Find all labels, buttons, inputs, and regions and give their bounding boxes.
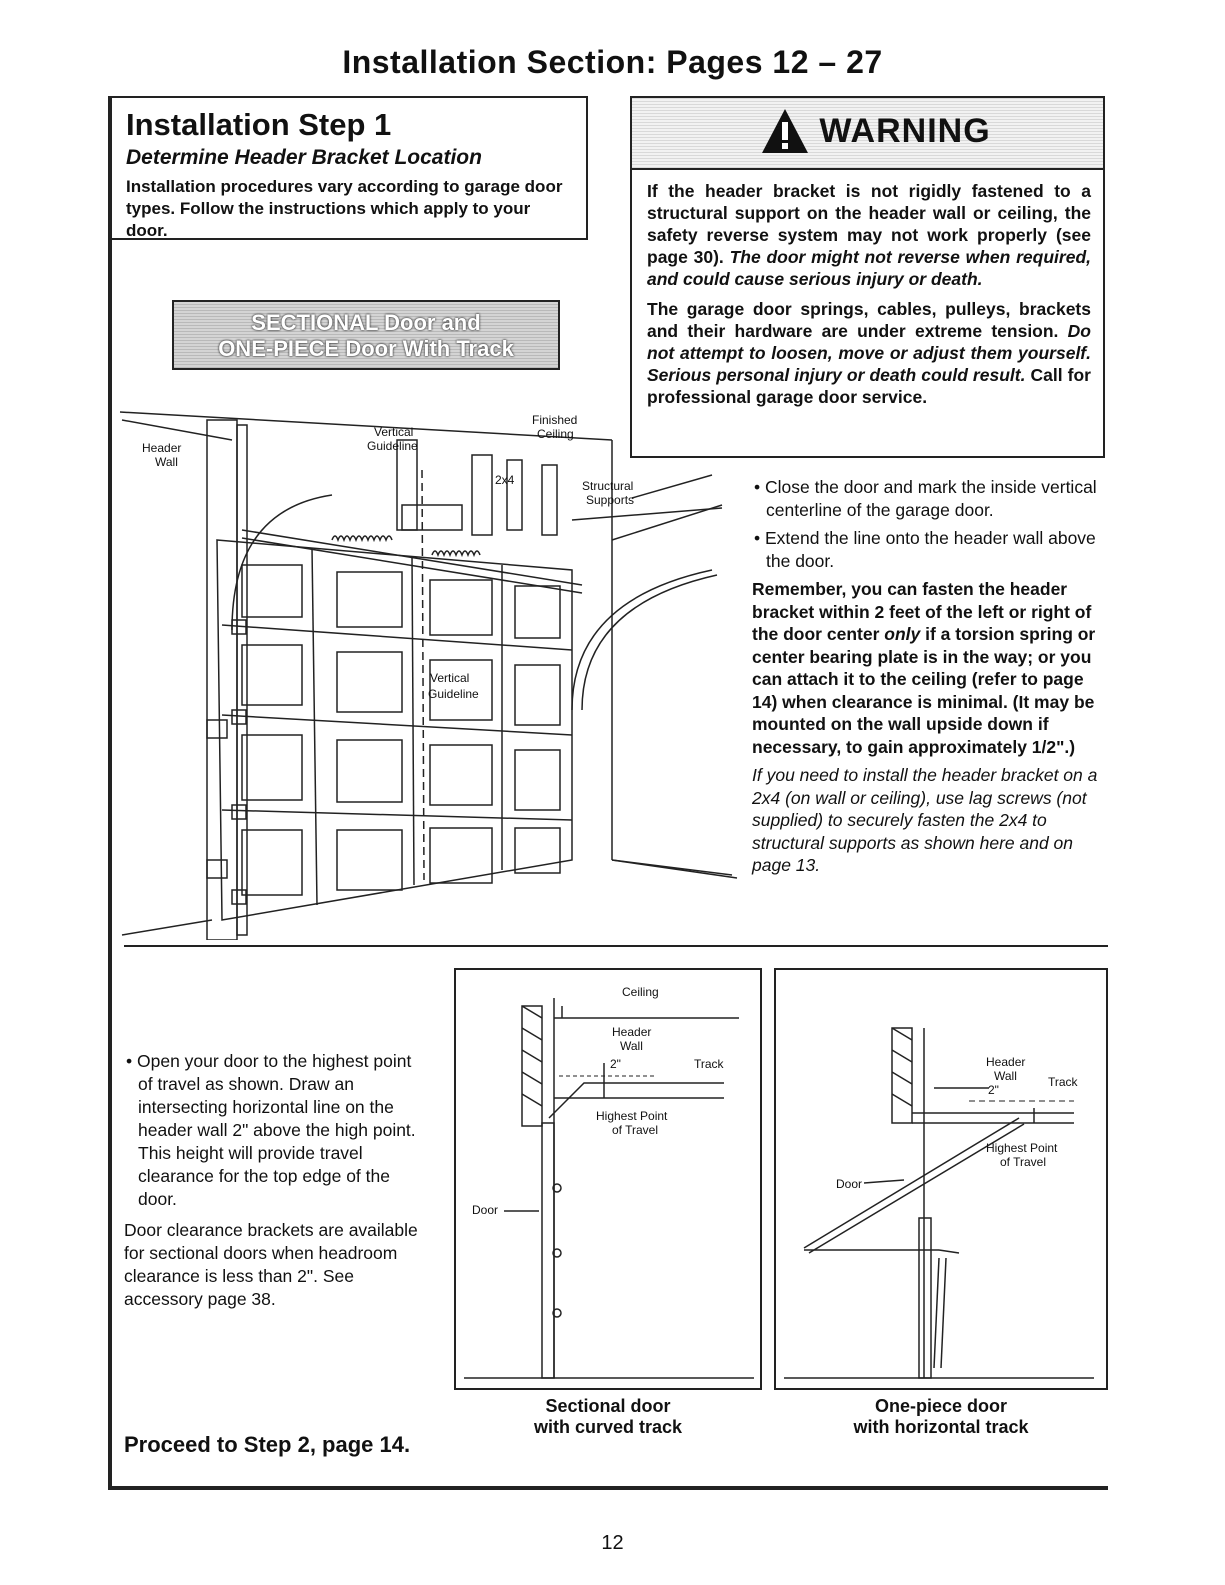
label-finished-ceiling-1: Finished xyxy=(532,413,578,427)
two-by-four-note: If you need to install the header bracket on a 2x4 (on wall or ceiling), use lag screws (not supplied) to securely fasten the 2x4 to structural supports as shown here and on page 13. xyxy=(752,765,1098,875)
label-vertical-guideline-door-2: Guideline xyxy=(428,687,479,701)
instructions-lower-left xyxy=(124,1050,424,1311)
step-subtitle: Determine Header Bracket Location xyxy=(126,146,482,169)
banner-line-1: SECTIONAL Door and xyxy=(251,310,481,335)
warning-header xyxy=(632,98,1103,170)
sectional-label-highest-1: Highest Point xyxy=(596,1109,668,1123)
warning-p2-end: Call for professional garage door service. xyxy=(647,365,1091,407)
open-door-bullet: • Open your door to the highest point of travel as shown. Draw an intersecting horizontal line on the header wall 2" above the high point. This height will provide travel clearance for the top edge of the door. xyxy=(126,1051,416,1209)
section-title: Installation Section: Pages 12 – 27 xyxy=(342,44,883,80)
step-intro: Installation procedures vary according to garage door types. Follow the instructions which apply to your door. xyxy=(126,177,563,240)
remember-b: if a torsion spring or center bearing plate is in the way; or you can attach it to the ceiling (refer to page 14) when clearance is minimal. (It may be mounted on the wall upside down if necessary, to gain approximately 1/2".) xyxy=(752,624,1096,757)
clearance-paragraph: Door clearance brackets are available for sectional doors when headroom clearance is less than 2". See accessory page 38. xyxy=(124,1220,418,1309)
label-finished-ceiling-2: Ceiling xyxy=(537,427,574,441)
sectional-label-2in: 2" xyxy=(610,1057,621,1071)
step-box xyxy=(110,96,588,240)
sectional-caption-1: Sectional door xyxy=(545,1396,671,1416)
instruction-bullet-2: • Extend the line onto the header wall above the door. xyxy=(754,528,1096,571)
sectional-label-track: Track xyxy=(694,1057,724,1071)
sectional-label-ceiling: Ceiling xyxy=(622,985,659,999)
onepiece-caption-2: with horizontal track xyxy=(853,1417,1029,1437)
door-type-banner xyxy=(172,300,560,370)
label-vertical-guideline-2: Guideline xyxy=(367,439,418,453)
warning-title: WARNING xyxy=(819,112,991,150)
remember-paragraph xyxy=(752,578,1107,758)
sectional-label-door: Door xyxy=(472,1203,499,1217)
label-2x4: 2x4 xyxy=(495,473,515,487)
warning-p2-italic: Do not attempt to loosen, move or adjust them yourself. Serious personal injury or death could result. xyxy=(647,321,1091,385)
page-number: 12 xyxy=(601,1532,624,1554)
onepiece-label-door: Door xyxy=(836,1177,863,1191)
remember-a: Remember, you can fasten the header bracket within 2 feet of the left or right of the door center xyxy=(752,579,1092,644)
warning-p1: If the header bracket is not rigidly fastened to a structural support on the header wall or ceiling, the safety reverse system may not work properly (see page 30). xyxy=(647,181,1091,267)
warning-p1-italic: The door might not reverse when required, and could cause serious injury or death. xyxy=(647,247,1091,289)
sectional-label-highest-2: of Travel xyxy=(612,1123,659,1137)
remember-only: only xyxy=(884,624,921,644)
onepiece-label-highest-2: of Travel xyxy=(1000,1155,1047,1169)
onepiece-label-highest-1: Highest Point xyxy=(986,1141,1058,1155)
sectional-caption-2: with curved track xyxy=(533,1417,683,1437)
onepiece-label-header: Header xyxy=(986,1055,1026,1069)
sectional-label-wall: Wall xyxy=(620,1039,643,1053)
garage-door-illustration xyxy=(112,380,742,940)
sectional-caption xyxy=(454,1396,762,1438)
label-structural-supports-1: Structural xyxy=(582,479,634,493)
warning-body xyxy=(632,170,1103,408)
instructions-right xyxy=(752,476,1107,877)
sectional-door-diagram xyxy=(454,968,762,1390)
onepiece-door-diagram xyxy=(774,968,1108,1390)
bottom-rule xyxy=(108,1486,1108,1490)
onepiece-caption-1: One-piece door xyxy=(874,1396,1008,1416)
warning-p2: The garage door springs, cables, pulleys, brackets and their hardware are under extreme tension. xyxy=(647,299,1091,341)
label-structural-supports-2: Supports xyxy=(586,493,635,507)
label-header-wall-1: Header xyxy=(142,441,182,455)
label-vertical-guideline-1: Vertical xyxy=(374,425,414,439)
instruction-bullet-1: • Close the door and mark the inside vertical centerline of the garage door. xyxy=(754,477,1097,520)
onepiece-caption xyxy=(774,1396,1108,1438)
label-vertical-guideline-door-1: Vertical xyxy=(430,671,470,685)
label-header-wall-2: Wall xyxy=(155,455,178,469)
sectional-label-header: Header xyxy=(612,1025,652,1039)
onepiece-label-2in: 2" xyxy=(988,1083,999,1097)
proceed-instruction: Proceed to Step 2, page 14. xyxy=(124,1432,411,1457)
step-title: Installation Step 1 xyxy=(126,107,392,142)
onepiece-label-wall: Wall xyxy=(994,1069,1017,1083)
onepiece-label-track: Track xyxy=(1048,1075,1078,1089)
middle-rule xyxy=(124,945,1108,947)
banner-line-2: ONE-PIECE Door With Track xyxy=(218,336,514,361)
